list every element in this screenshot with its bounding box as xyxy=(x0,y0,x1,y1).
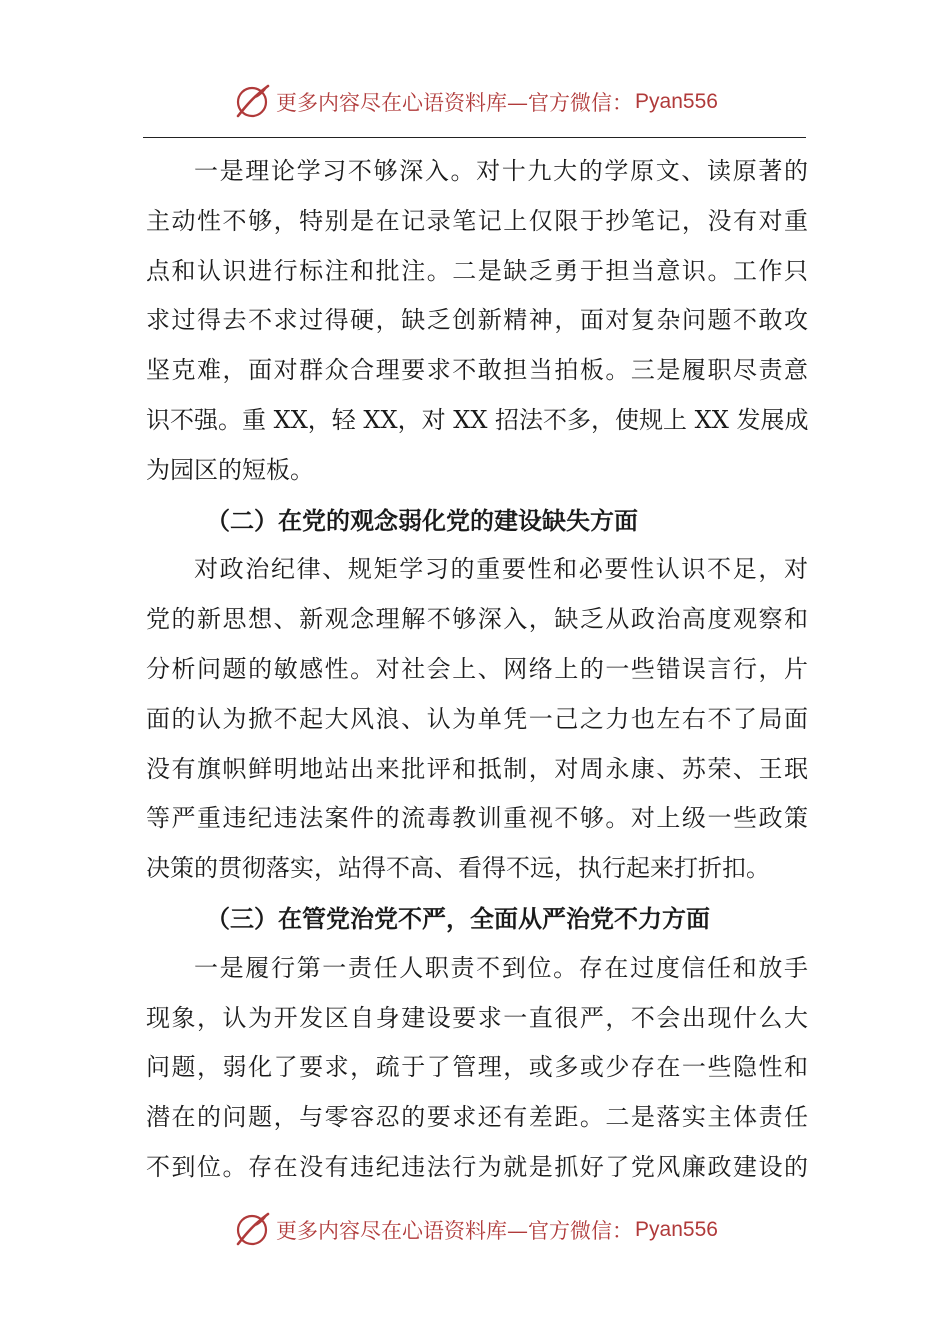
footer-banner xyxy=(0,1208,950,1252)
paragraph-line: 一是履行第一责任人职责不到位。存在过度信任和放手 xyxy=(194,953,808,982)
paragraph-line: 为园区的短板。 xyxy=(146,455,314,484)
paragraph-line: 对政治纪律、规矩学习的重要性和必要性认识不足，对 xyxy=(194,555,808,584)
paragraph-line: 识不强。重 XX，轻 XX，对 XX 招法不多，使规上 XX 发展成 xyxy=(146,405,809,434)
paragraph-line: 面的认为掀不起大风浪、认为单凭一己之力也左右不了局面 xyxy=(146,704,808,733)
document-body xyxy=(146,147,808,1193)
header-divider xyxy=(143,137,806,138)
section-heading: （二）在党的观念弱化党的建设缺失方面 xyxy=(206,505,638,535)
wechat-id: Pyan556 xyxy=(635,90,718,113)
paragraph-line: 一是理论学习不够深入。对十九大的学原文、读原著的 xyxy=(194,157,808,185)
paragraph-line: 主动性不够，特别是在记录笔记上仅限于抄笔记，没有对重 xyxy=(146,206,808,235)
paragraph-line: 问题，弱化了要求，疏于了管理，或多或少存在一些隐性和 xyxy=(146,1053,808,1082)
paragraph-line: 潜在的问题，与零容忍的要求还有差距。二是落实主体责任 xyxy=(146,1103,808,1132)
paragraph-line: 坚克难，面对群众合理要求不敢担当拍板。三是履职尽责意 xyxy=(146,356,808,385)
paragraph-line: 点和认识进行标注和批注。二是缺乏勇于担当意识。工作只 xyxy=(146,256,808,285)
paragraph-line: 现象，认为开发区自身建设要求一直很严，不会出现什么大 xyxy=(146,1003,808,1032)
paragraph-line: 等严重违纪违法案件的流毒教训重视不够。对上级一些政策 xyxy=(146,804,808,833)
header-banner xyxy=(0,80,950,124)
banner-text: 更多内容尽在心语资料库—官方微信： xyxy=(276,91,634,115)
banner-text: 更多内容尽在心语资料库—官方微信： xyxy=(276,1219,634,1243)
paragraph-line: 决策的贯彻落实，站得不高、看得不远，执行起来打折扣。 xyxy=(146,854,770,883)
paragraph-line: 求过得去不求过得硬，缺乏创新精神，面对复杂问题不敢攻 xyxy=(146,306,808,335)
wechat-id: Pyan556 xyxy=(635,1218,718,1241)
paragraph-line: 没有旗帜鲜明地站出来批评和抵制，对周永康、苏荣、王珉 xyxy=(146,754,808,783)
paragraph-line: 不到位。存在没有违纪违法行为就是抓好了党风廉政建设的 xyxy=(146,1152,808,1181)
paragraph-line: 分析问题的敏感性。对社会上、网络上的一些错误言行，片 xyxy=(146,654,808,683)
section-heading: （三）在管党治党不严，全面从严治党不力方面 xyxy=(206,903,710,933)
quill-pen-logo-icon xyxy=(232,82,272,122)
paragraph-line: 党的新思想、新观念理解不够深入，缺乏从政治高度观察和 xyxy=(146,605,808,634)
quill-pen-logo-icon xyxy=(232,1210,272,1250)
